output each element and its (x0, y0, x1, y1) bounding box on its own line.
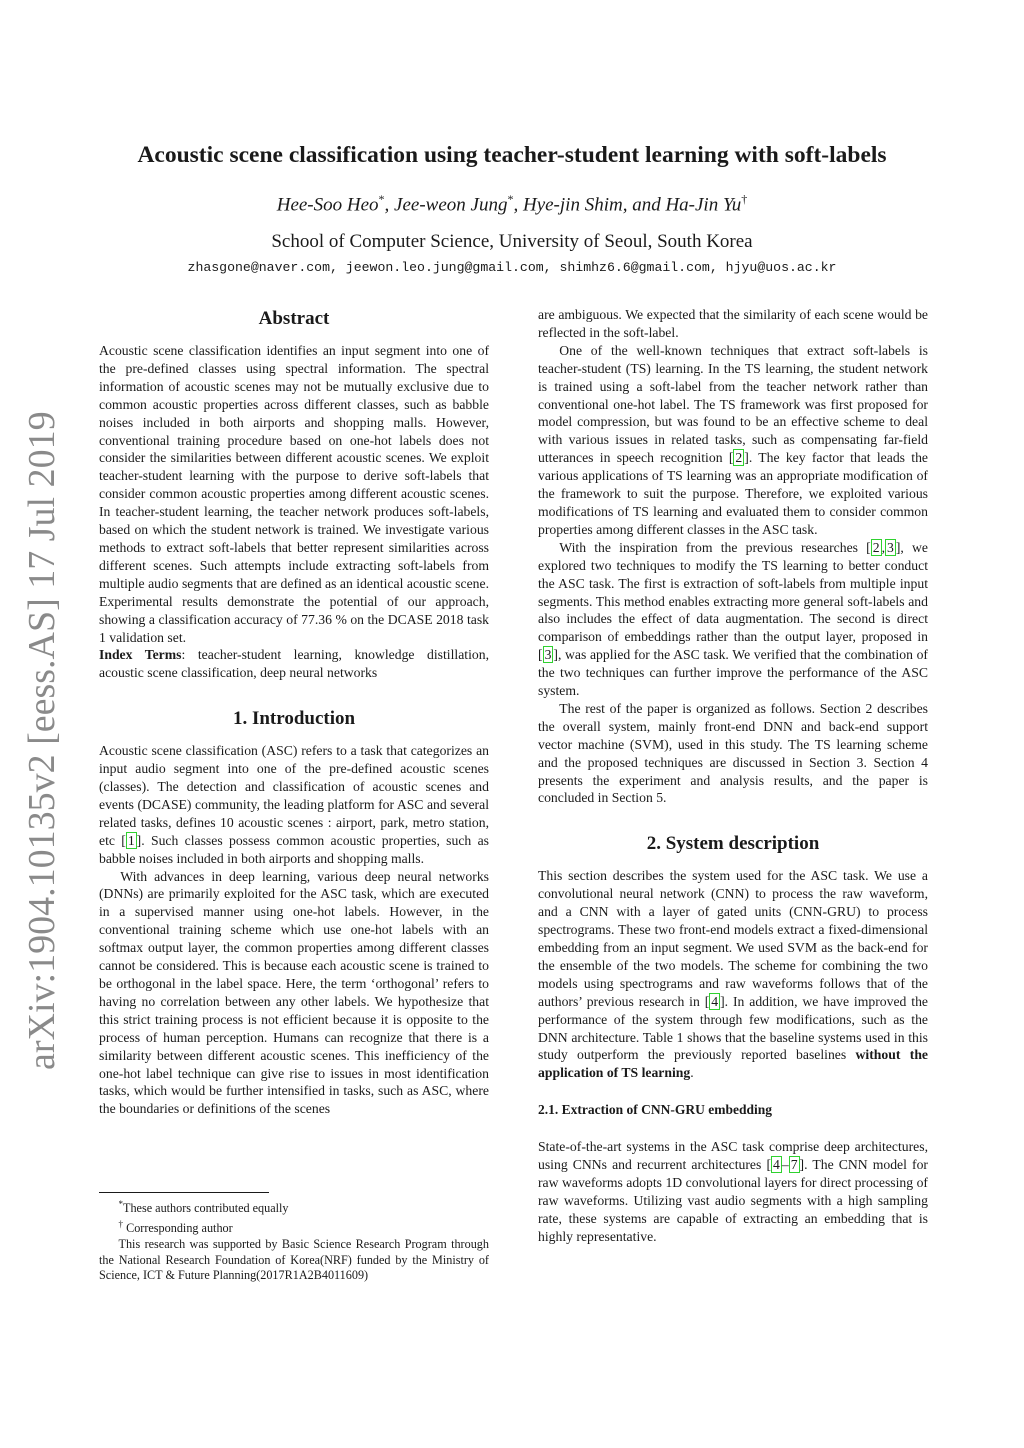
citation-link[interactable]: 3 (887, 539, 894, 555)
abstract-heading: Abstract (258, 308, 330, 329)
index-terms-label: Index Terms (99, 647, 182, 663)
intro-paragraph: One of the well-known techniques that extract soft-labels is teacher-student (TS) learning. In the TS learning, the student network is trained using a soft-label from the teacher network rather than conventional one-hot label. The TS framework was first proposed for model compression, but was found to be an effective scheme to deal with various issues in related tasks, such as compensating far-field utterances in speech recognition [ 2 ]. The key factor that leads the various applications of TS learning was an appropriate modification of the framework to suit the purpose. Therefore, we exploited various modifications of TS learning and evaluated them to consider common properties among different classes in the ASC task. (538, 342, 929, 537)
arxiv-identifier-stamp: arXiv:1904.10135v2 [eess.AS] 17 Jul 2019 (21, 411, 63, 1070)
author-name: Hee-Soo Heo (276, 194, 379, 216)
author-name: Hye-jin Shim, and Ha-Jin Yu (522, 194, 742, 216)
footnotes (99, 1192, 489, 1284)
citation-link[interactable]: 4 (711, 993, 719, 1009)
intro-paragraph: With advances in deep learning, various deep neural networks (DNNs) are primarily exploited for the ASC task, which are executed in a supervised manner using one-hot labels. However, in the conventional training scheme which use one-hot labels with an softmax output layer, the common properties among different classes cannot be considered. This is because each acoustic scene is trained to be orthogonal in the label space. Here, the term ‘orthogonal’ refers to having no correlation between any other labels. We hypothesize that this strict training process is not efficient because it is opposite to the process of human perception. Humans can recognize that there is a similarity between different acoustic scenes. This inefficiency of the one-hot label technique can give rise to issues in most identification tasks, which would be further intensified in tasks, such as ASC, where the boundaries or definitions of the scenes (99, 868, 489, 1117)
introduction-heading: 1. Introduction (232, 708, 356, 730)
intro-paragraph: With the inspiration from the previous researches [ 2 , 3 ], we explored two techniques to modify the TS learning to better conduct the ASC task. The first is extraction of soft-labels from multiple input segments. This method enables extracting more general soft-labels and also includes the effect of data augmentation. The second is direct comparison of embeddings rather than the output layer, proposed in [ 3 ], was applied for the ASC task. We verified that the combination of the two techniques can further improve the performance of the ASC system. (538, 539, 928, 699)
corresponding-author-mark: † (741, 192, 748, 206)
citation-link[interactable]: 4 (773, 1157, 780, 1173)
equal-contribution-mark: * (378, 192, 385, 206)
footnote-equal-contribution: *These authors contributed equally (118, 1199, 289, 1216)
affiliation: School of Computer Science, University of Seoul, South Korea (271, 231, 753, 252)
abstract-text: Acoustic scene classification identifies an input segment into one of the pre-defined classes using spectral information. The spectral information of acoustic scenes may not be mutually exclusive due to common acoustic properties across different classes, such as babble noises included in both airports and shopping malls. However, conventional training procedure based on one-hot labels does not consider the similarities between different acoustic scenes. We exploit teacher-student learning with the purpose to derive soft-labels that consider common acoustic properties among different acoustic scenes. In teacher-student learning, the teacher network produces soft-labels, based on which the student network is trained. We investigate various methods to extract soft-labels that better represent similarities across different scenes. Such attempts include extracting soft-labels from multiple audio segments that are defined as an identical acoustic scene. Experimental results demonstrate the potential of our approach, showing a classification accuracy of 77.36 % on the DCASE 2018 task 1 validation set. (99, 343, 489, 645)
citation-link[interactable]: 7 (790, 1157, 798, 1173)
citation-link[interactable]: 3 (544, 647, 552, 663)
equal-contribution-mark: * (507, 192, 514, 206)
intro-paragraph: Acoustic scene classification (ASC) refers to a task that categorizes an input audio segment into one of the pre-defined acoustic scenes (classes). The detection and classification of acoustic scenes and events (DCASE) community, the leading platform for ASC and several related tasks, defines 10 acoustic scenes : airport, park, metro station, etc [ 1 ]. Such classes possess common acoustic properties, such as babble noises included in both airports and shopping malls. (99, 743, 489, 866)
subsection-heading: 2.1. Extraction of CNN-GRU embedding (538, 1102, 772, 1118)
citation-link[interactable]: 2 (872, 539, 880, 555)
right-column (538, 306, 928, 1246)
intro-paragraph: are ambiguous. We expected that the similarity of each scene would be reflected in the soft-label. (538, 307, 928, 340)
intro-paragraph: The rest of the paper is organized as follows. Section 2 describes the overall system, mainly front-end DNN and back-end support vector machine (SVM), used in this study. The TS learning scheme and the proposed techniques are discussed in Section 3. Section 4 presents the experiment and analysis results, and the paper is concluded in Section 5. (538, 700, 928, 806)
citation-link[interactable]: 1 (127, 832, 135, 848)
citation-link[interactable]: 2 (735, 450, 743, 466)
footnote-rule (99, 1192, 269, 1193)
left-column (99, 306, 489, 1118)
index-terms: Index Terms: teacher-student learning, knowledge distillation, acoustic scene classification, deep neural networks (99, 647, 489, 681)
footnote-funding: This research was supported by Basic Science Research Program through the National Research Foundation of Korea(NRF) funded by the Ministry of Science, ICT & Future Planning(2017R1A2B4011609) (99, 1236, 489, 1283)
system-paragraph: State-of-the-art systems in the ASC task comprise deep architectures, using CNNs and recurrent architectures [ 4 – 7 ]. The CNN model for raw waveforms adopts 1D convolutional layers for direct processing of raw waveforms. Utilizing vast audio segments with a high sampling rate, these systems are capable of extracting an embedding that is highly representative. (538, 1139, 928, 1244)
author-emails: zhasgone@naver.com, jeewon.leo.jung@gmail.com, shimhz6.6@gmail.com, hjyu@uos.ac.kr (187, 260, 837, 275)
system-paragraph: This section describes the system used for the ASC task. We use a convolutional neural network (CNN) to process the raw waveform, and a CNN with a layer of gated units (CNN-GRU) to process spectrograms. These two front-end models extract a fixed-dimensional embedding from an input segment. We used SVM as the back-end for the ensemble of the two models. The scheme for combining the two models using spectrograms and raw waveforms follows that of the authors’ previous research in [ 4 ]. In addition, we have improved the performance of the system through few modifications, such as the DNN architecture. Table 1 shows that the baseline systems used in this study outperform the previously reported baselines without the application of TS learning. (538, 868, 929, 1081)
paper-title: Acoustic scene classification using teacher-student learning with soft-labels (137, 142, 887, 168)
author-list: Hee-Soo Heo*, Jee-weon Jung*, Hye-jin Shim, and Ha-Jin Yu† (276, 192, 748, 216)
author-name: Jee-weon Jung (394, 194, 508, 216)
footnote-corresponding-author: † Corresponding author (118, 1218, 233, 1235)
system-description-heading: 2. System description (646, 833, 820, 855)
